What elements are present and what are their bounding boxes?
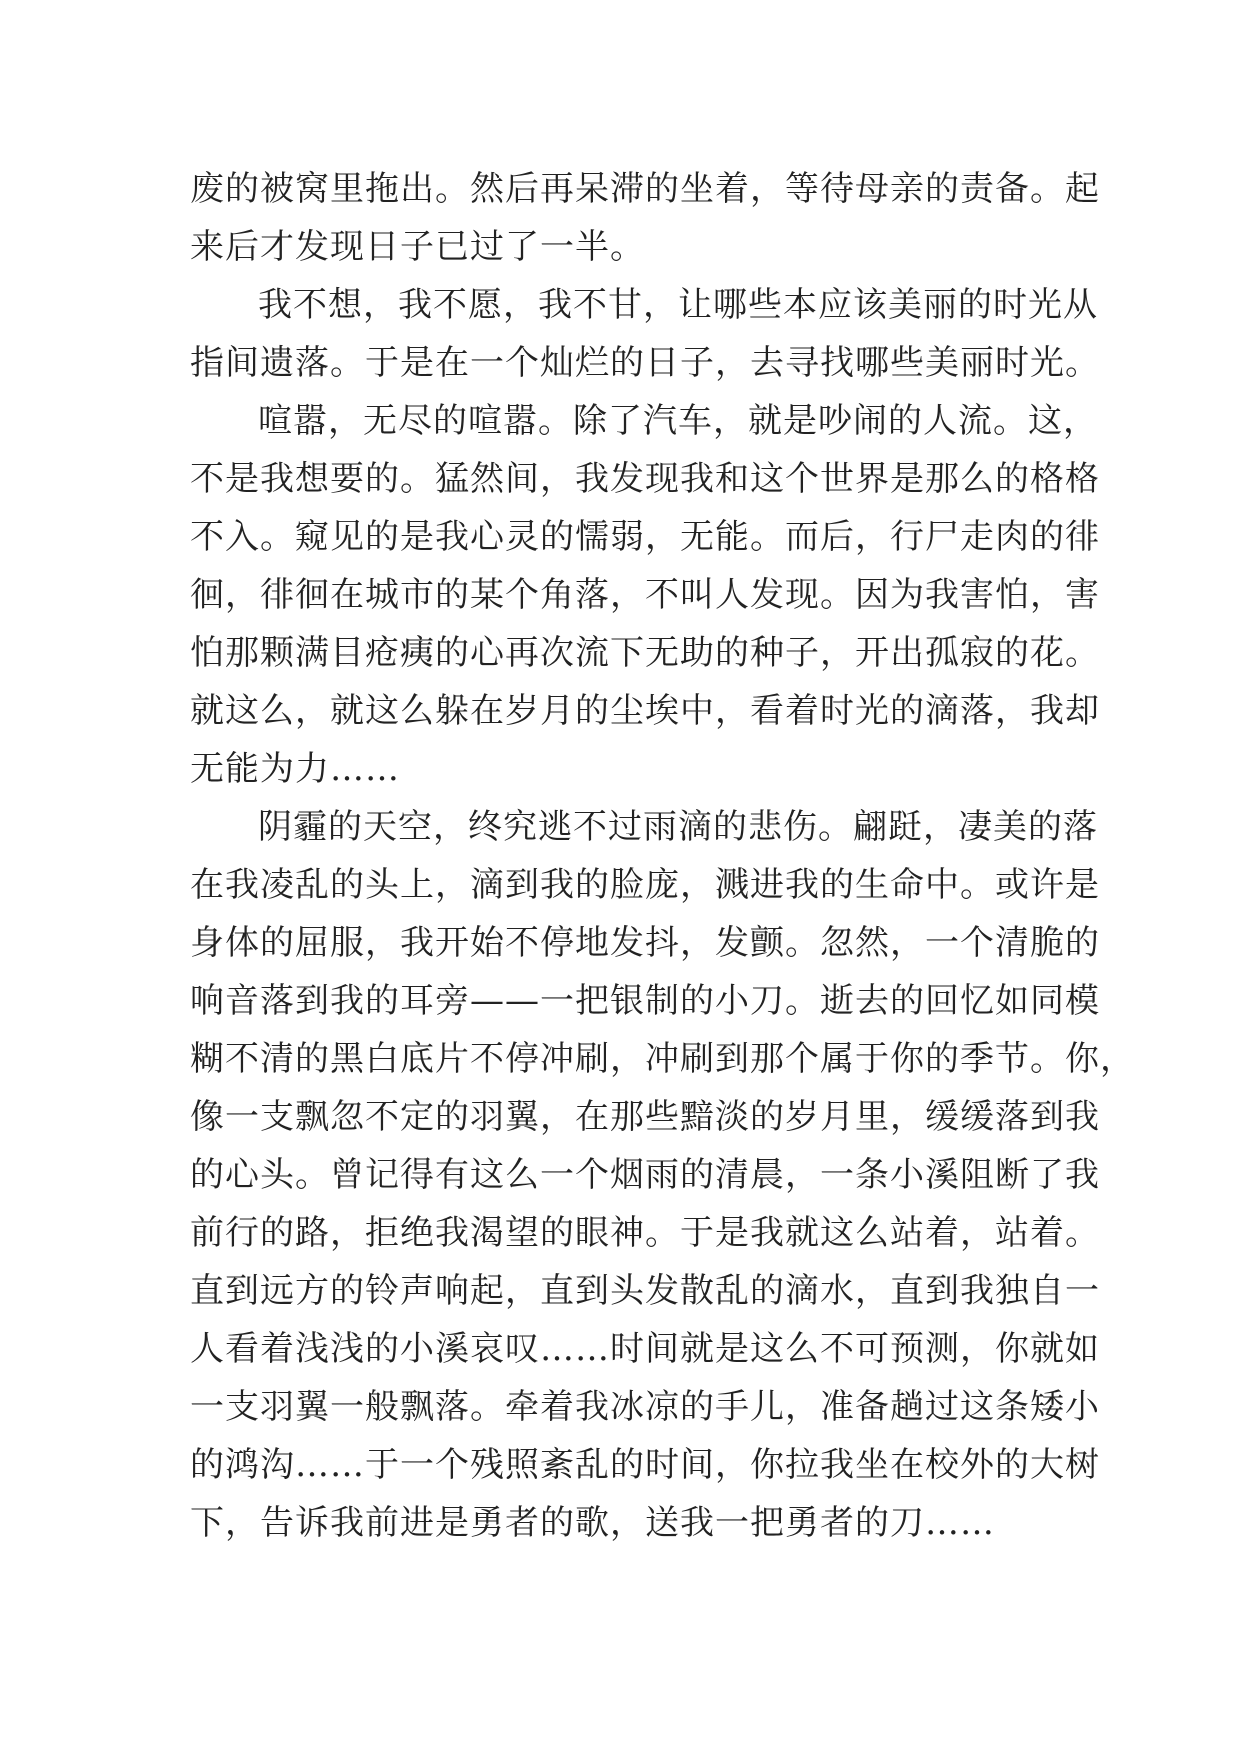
- text-line: 就这么，就这么躲在岁月的尘埃中，看着时光的滴落，我却: [190, 691, 1100, 731]
- text-line: 的鸿沟……于一个残照紊乱的时间，你拉我坐在校外的大树: [190, 1445, 1100, 1485]
- text-line: 不是我想要的。猛然间，我发现我和这个世界是那么的格格: [190, 459, 1100, 499]
- text-line: 前行的路，拒绝我渴望的眼神。于是我就这么站着，站着。: [190, 1213, 1100, 1253]
- text-line: 一支羽翼一般飘落。牵着我冰凉的手儿，准备趟过这条矮小: [190, 1387, 1100, 1427]
- paragraph-first-line: 喧嚣，无尽的喧嚣。除了汽车，就是吵闹的人流。这，: [258, 401, 1098, 441]
- body-text: [190, 160, 1135, 1552]
- text-line: 糊不清的黑白底片不停冲刷，冲刷到那个属于你的季节。你，: [190, 1039, 1135, 1079]
- text-line: 来后才发现日子已过了一半。: [190, 227, 645, 267]
- text-line: 指间遗落。于是在一个灿烂的日子，去寻找哪些美丽时光。: [190, 343, 1100, 383]
- text-line: 响音落到我的耳旁——一把银制的小刀。逝去的回忆如同模: [190, 981, 1100, 1021]
- text-line: 徊，徘徊在城市的某个角落，不叫人发现。因为我害怕，害: [190, 575, 1100, 615]
- text-line: 的心头。曾记得有这么一个烟雨的清晨，一条小溪阻断了我: [190, 1155, 1100, 1195]
- text-line: 身体的屈服，我开始不停地发抖，发颤。忽然，一个清脆的: [190, 923, 1100, 963]
- text-line: 废的被窝里拖出。然后再呆滞的坐着，等待母亲的责备。起: [190, 169, 1100, 209]
- paragraph-first-line: 我不想，我不愿，我不甘，让哪些本应该美丽的时光从: [258, 285, 1098, 325]
- text-line: 下，告诉我前进是勇者的歌，送我一把勇者的刀……: [190, 1503, 995, 1543]
- paragraph-first-line: 阴霾的天空，终究逃不过雨滴的悲伤。翩跹，凄美的落: [258, 807, 1098, 847]
- text-line: 像一支飘忽不定的羽翼，在那些黯淡的岁月里，缓缓落到我: [190, 1097, 1100, 1137]
- text-line: 怕那颗满目疮痍的心再次流下无助的种子，开出孤寂的花。: [190, 633, 1100, 673]
- text-line: 人看着浅浅的小溪哀叹……时间就是这么不可预测，你就如: [190, 1329, 1100, 1369]
- text-line: 在我凌乱的头上，滴到我的脸庞，溅进我的生命中。或许是: [190, 865, 1100, 905]
- text-line: 无能为力……: [190, 749, 400, 789]
- text-line: 直到远方的铃声响起，直到头发散乱的滴水，直到我独自一: [190, 1271, 1100, 1311]
- text-line: 不入。窥见的是我心灵的懦弱，无能。而后，行尸走肉的徘: [190, 517, 1100, 557]
